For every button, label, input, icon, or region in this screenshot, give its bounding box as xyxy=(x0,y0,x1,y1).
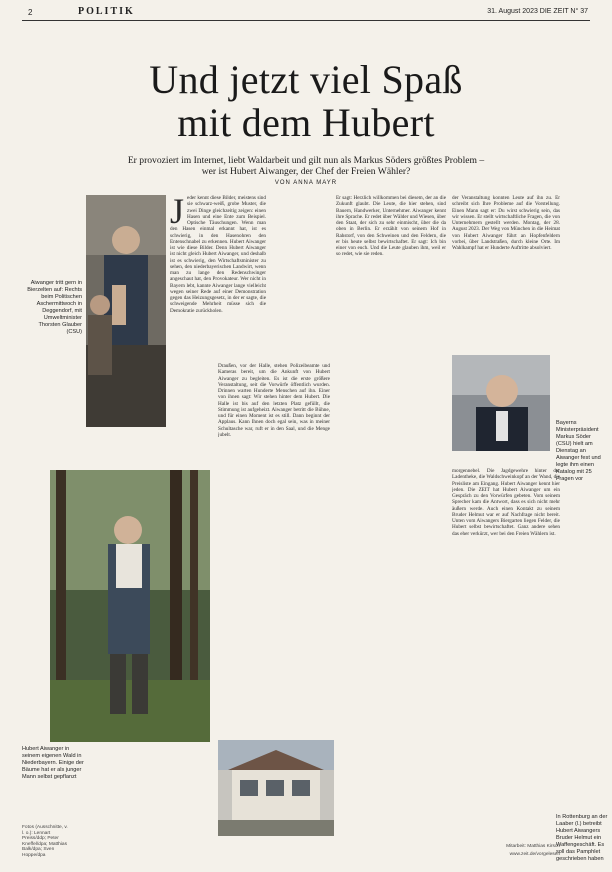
column-1-body: eder kennt diese Bilder, meistens sind sie schwarz-weiß, grobe Muster, die zwei Dinge gleichzeitig zeigen: einen Hasen und eine Ente zum Beispiel. Optische Täuschungen. Wenn man den Hasen einmal erkannt hat, ist es schwierig, in den Hasenohren den Entenschnabel zu erkennen. Hubert Aiwanger ist wie diese Bilder. Denn Hubert Aiwanger ist nicht gleich Hubert Aiwanger, und deshalb ist es schwierig, den Wirtschaftsminister zu sehen, den niederbayerischen Landwirt, wenn man zu lange den Redenschwinger angeschaut hat, den Provokateur. Wer nicht in Bayern lebt, kannte Aiwanger lange vielleicht wegen seiner Rede auf einer Demonstration gegen das Heizungsgesetz, in der er sagte, die schweigende Mehrheit müsse sich die Demokratie zurückholen. xyxy=(170,195,266,314)
soeder-photo-image xyxy=(452,355,550,451)
dropcap: J xyxy=(170,195,185,231)
column-4b-text xyxy=(452,468,560,828)
page-number: 2 xyxy=(28,8,33,17)
article-headline xyxy=(80,58,532,144)
photo-credit: Fotos (Ausschnitte, v. l. o.): Lennart Preiss/ddp; Peter Kneffel/dpa; Matthias Balk/dpa; Sven Hoppe/dpa xyxy=(22,825,68,858)
column-2-text xyxy=(218,363,330,738)
column-4-text xyxy=(452,195,560,351)
article-deck xyxy=(80,155,532,177)
shop-photo xyxy=(218,740,334,836)
forest-photo-image xyxy=(50,470,210,742)
caption-shop: In Rottenburg an der Laaber (l.) betreibt Hubert Aiwangers Bruder Helmut ein Waffengeschäft. Es soll das Pamphlet geschrieben haben xyxy=(556,814,608,862)
headline-line-1: Und jetzt viel Spaß xyxy=(149,57,463,102)
bierzelt-photo xyxy=(86,195,166,427)
bierzelt-photo-image xyxy=(86,195,166,427)
header-rule xyxy=(22,20,590,21)
article-signature: Mitarbeit: Matthias Kirsch xyxy=(506,844,560,849)
page-header xyxy=(28,6,588,20)
column-2-body: Draußen, vor der Halle, stehen Polizeibeamte und Kameras bereit, um die Ankunft von Hubert Aiwanger zu begleiten. Es ist die erste größere Veranstaltung, seit die Vorwürfe öffentlich wurden. Drinnen warten Hunderte Menschen auf ihn. Einer von ihnen sagt: Wir stehen hinter dem Hubert. Die Halle ist bis auf den letzten Platz gefüllt, die Stimmung ist aufgeheizt. Aiwanger betritt die Bühne, und für einen Moment ist es still. Dann beginnt der Applaus. Kann Ihnen doch egal sein, was in meiner Schultasche war, ruft er in den Saal, und die Menge jubelt. xyxy=(218,363,330,438)
issue-date: 31. August 2023 DIE ZEIT N° 37 xyxy=(487,8,588,15)
section-title: POLITIK xyxy=(78,6,135,17)
deck-line-1: Er provoziert im Internet, liebt Waldarbeit und gilt nun als Markus Söders größtes Problem – xyxy=(127,155,485,166)
caption-forest: Hubert Aiwanger in seinem eigenen Wald in Niederbayern. Einige der Bäume hat er als junger Mann selbst gepflanzt xyxy=(22,746,84,780)
forest-photo xyxy=(50,470,210,742)
byline: VON ANNA MAYR xyxy=(274,180,338,186)
soeder-photo xyxy=(452,355,550,451)
shop-photo-image xyxy=(218,740,334,836)
column-3-body: Er sagt: Herzlich willkommen bei diesem, der an die Zukunft glaubt. Die Leute, die hier stehen, sind Bauern, Handwerker, Unternehmer. Aiwanger kennt ihre Sprache. Er redet über Wälder und Wiesen, über den Staat, der sich zu sehr einmischt, über die da oben in Berlin. Er erzählt von seinem Hof in Rahstorf, von den Schweinen und den Feldern, die er bis heute selbst bewirtschaftet. Er sagt: Ich bin einer von euch. Und die Leute glauben ihm, weil er so redet, wie sie reden. xyxy=(336,195,446,258)
column-4-body: der Veranstaltung konnten Leute auf ihn zu. Er schreibt sich Ihre Probleme auf die Vorstellung. Einen Mann sagt er: Du wirst schwierig sein, das wir wissen. Er stellt wirtschaftliche Fragen, die von Unternehmern gestellt werden. Montag, der 28. August 2023. Der Weg von München in die Heimat von Hubert Aiwanger führt an Hopfenfeldern vorbei, über Landstraßen, durch kleine Orte. Im Wahlkampf hat er Hunderte Auftritte absolviert. xyxy=(452,195,560,251)
caption-bierzelt: Aiwanger tritt gern in Bierzelten auf: Rechts beim Politischen Aschermittwoch in Deggendorf, mit Umweltminister Thorsten Glauber (CSU) xyxy=(27,280,82,335)
article-url[interactable]: www.zeit.de/vorgelesen xyxy=(509,852,560,857)
column-3-text xyxy=(336,195,446,835)
column-4b-body: morgennebel. Die Jagdgewehre hinter der Ladentheke, die Waldschweinkopf an der Wand, die Preisliste am Eingang. Hubert Aiwanger kennt hier jeden. Die ZEIT hat Hubert Aiwanger um ein Gespräch zu den Vorwürfen gebeten. Vom seinem Sprecher kam die Antwort, dass es sich nicht mehr äußern werde. Auch einen Kontakt zu seinem Bruder Helmut war er auf Nachfrage nicht bereit. Unten vom Aiwangers Biergarten liegen Felder, die Hubert selbst bewirtschaftet. Ganz andere sehen das eher verkürzt, wer bei den Freien Wählern ist. xyxy=(452,468,560,537)
headline-line-2: mit dem Hubert xyxy=(177,100,435,145)
caption-soeder: Bayerns Ministerpräsident Markus Söder (CSU) hielt am Dienstag an Aiwanger fest und legte ihm einen Katalog mit 25 Fragen vor xyxy=(556,420,601,482)
deck-line-2: wer ist Hubert Aiwanger, der Chef der Freien Wähler? xyxy=(201,166,411,177)
